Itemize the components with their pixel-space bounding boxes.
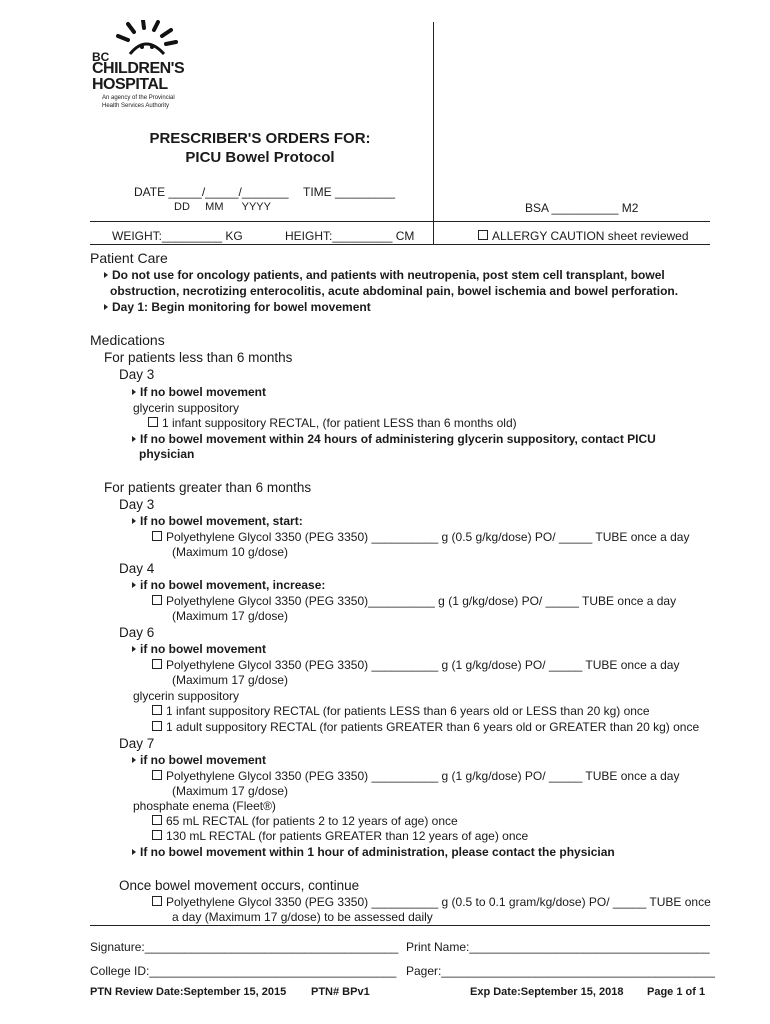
ptn-number: PTN# BPv1 xyxy=(311,986,370,998)
allergy-checkbox-row[interactable] xyxy=(478,229,689,243)
gt6-d7-opt2[interactable]: 130 mL RECTAL (for patients GREATER than 12 years of age) once xyxy=(152,829,528,843)
time-field[interactable]: TIME _________ xyxy=(303,185,396,199)
once-peg[interactable]: Polyethylene Glycol 3350 (PEG 3350) __________ g (0.5 to 0.1 gram/kg/dose) PO/ _____ TUBE once xyxy=(152,895,711,909)
gt6-d6-opt2[interactable]: 1 adult suppository RECTAL (for patients GREATER than 6 years old or GREATER than 20 kg) once xyxy=(152,720,699,734)
checkbox-icon[interactable] xyxy=(152,830,162,840)
gt6-d7-peg[interactable]: Polyethylene Glycol 3350 (PEG 3350) __________ g (1 g/kg/dose) PO/ _____ TUBE once a day xyxy=(152,769,679,783)
lt6-opt1[interactable]: 1 infant suppository RECTAL, (for patient LESS than 6 months old) xyxy=(148,416,517,430)
gt6-d7-enema: phosphate enema (Fleet®) xyxy=(133,799,276,813)
patient-care-bullet-1: Do not use for oncology patients, and patients with neutropenia, post stem cell transplant, bowel xyxy=(104,268,665,282)
lt6-if-no: If no bowel movement xyxy=(132,385,266,399)
checkbox-icon[interactable] xyxy=(152,531,162,541)
arrow-icon xyxy=(132,518,136,524)
logo-sub2: Health Services Authority xyxy=(102,103,170,109)
arrow-icon xyxy=(132,849,136,855)
checkbox-icon[interactable] xyxy=(148,417,158,427)
page-number: Page 1 of 1 xyxy=(647,986,706,998)
gt6-d3-if: If no bowel movement, start: xyxy=(132,514,303,528)
lt6-glycerin: glycerin suppository xyxy=(133,401,240,415)
checkbox-icon[interactable] xyxy=(478,230,488,240)
form-subtitle: PICU Bowel Protocol xyxy=(185,149,335,166)
lt6-day3: Day 3 xyxy=(119,367,155,382)
gt6-d7-max: (Maximum 17 g/dose) xyxy=(172,784,289,798)
header-rule xyxy=(90,221,710,222)
checkbox-icon[interactable] xyxy=(152,896,162,906)
arrow-icon xyxy=(132,436,136,442)
patient-care-bullet-1-cont: obstruction, necrotizing enterocolitis, acute abdominal pain, bowel ischemia and bowel perforation. xyxy=(110,284,679,298)
gt6-d6-glycerin: glycerin suppository xyxy=(133,689,240,703)
header-rule-bottom xyxy=(90,244,710,245)
weight-field[interactable]: WEIGHT:_________ KG xyxy=(112,229,243,243)
date-field[interactable]: DATE _____/_____/_______ xyxy=(134,185,289,199)
once-heading: Once bowel movement occurs, continue xyxy=(119,878,360,893)
gt6-d4-peg[interactable]: Polyethylene Glycol 3350 (PEG 3350)__________ g (1 g/kg/dose) PO/ _____ TUBE once a day xyxy=(152,594,676,608)
gt6-d6-peg[interactable]: Polyethylene Glycol 3350 (PEG 3350) __________ g (1 g/kg/dose) PO/ _____ TUBE once a day xyxy=(152,658,679,672)
gt6-d3-peg[interactable]: Polyethylene Glycol 3350 (PEG 3350) __________ g (0.5 g/kg/dose) PO/ _____ TUBE once a day xyxy=(152,530,689,544)
arrow-icon xyxy=(104,304,108,310)
checkbox-icon[interactable] xyxy=(152,770,162,780)
gt6-d4-max: (Maximum 17 g/dose) xyxy=(172,609,289,623)
pager-field[interactable]: Pager:_________________________________________ xyxy=(406,964,715,978)
gt6-d6-if: if no bowel movement xyxy=(132,642,266,656)
checkbox-icon[interactable] xyxy=(152,595,162,605)
arrow-icon xyxy=(132,757,136,763)
gt6-d4-if: if no bowel movement, increase: xyxy=(132,578,325,592)
height-field[interactable]: HEIGHT:_________ CM xyxy=(285,229,415,243)
gt6-d6-opt1[interactable]: 1 infant suppository RECTAL (for patients LESS than 6 years old or LESS than 20 kg) once xyxy=(152,704,650,718)
arrow-icon xyxy=(132,646,136,652)
print-name-field[interactable]: Print Name:____________________________________ xyxy=(406,940,710,954)
lt6-contact: If no bowel movement within 24 hours of administering glycerin suppository, contact PICU xyxy=(132,432,656,446)
lt6-contact-cont: physician xyxy=(139,447,195,461)
gt6-day4: Day 4 xyxy=(119,561,155,576)
medications-heading: Medications xyxy=(90,332,165,348)
logo-hospital: HOSPITAL xyxy=(92,76,168,93)
gt6-heading: For patients greater than 6 months xyxy=(104,480,312,495)
expiry-date: Exp Date:September 15, 2018 xyxy=(470,986,624,998)
gt6-day7: Day 7 xyxy=(119,736,155,751)
bsa-field[interactable]: BSA __________ M2 xyxy=(525,201,639,215)
hospital-logo xyxy=(90,18,210,118)
gt6-d3-max: (Maximum 10 g/dose) xyxy=(172,545,289,559)
arrow-icon xyxy=(104,272,108,278)
footer-rule xyxy=(90,925,710,926)
arrow-icon xyxy=(132,582,136,588)
gt6-day6: Day 6 xyxy=(119,625,155,640)
patient-care-heading: Patient Care xyxy=(90,250,168,266)
college-id-field[interactable]: College ID:_____________________________________ xyxy=(90,964,397,978)
header-divider xyxy=(433,22,434,244)
once-peg-cont: a day (Maximum 17 g/dose) to be assessed daily xyxy=(172,910,433,924)
lt6-heading: For patients less than 6 months xyxy=(104,350,293,365)
gt6-d7-contact: If no bowel movement within 1 hour of administration, please contact the physician xyxy=(132,845,615,859)
date-format-label: DD MM YYYY xyxy=(174,201,271,213)
checkbox-icon[interactable] xyxy=(152,659,162,669)
checkbox-icon[interactable] xyxy=(152,705,162,715)
form-title: PRESCRIBER'S ORDERS FOR: xyxy=(149,130,371,147)
gt6-d6-max: (Maximum 17 g/dose) xyxy=(172,673,289,687)
checkbox-icon[interactable] xyxy=(152,815,162,825)
checkbox-icon[interactable] xyxy=(152,721,162,731)
logo-bc: BC xyxy=(92,50,110,64)
logo-sub1: An agency of the Provincial xyxy=(102,95,175,101)
review-date: PTN Review Date:September 15, 2015 xyxy=(90,986,287,998)
signature-field[interactable]: Signature:______________________________________ xyxy=(90,940,399,954)
logo-childrens: CHILDREN'S xyxy=(92,60,185,77)
allergy-label: ALLERGY CAUTION sheet reviewed xyxy=(492,229,689,243)
sun-logo-icon xyxy=(108,20,188,56)
arrow-icon xyxy=(132,389,136,395)
gt6-d7-opt1[interactable]: 65 mL RECTAL (for patients 2 to 12 years of age) once xyxy=(152,814,458,828)
patient-care-bullet-2: Day 1: Begin monitoring for bowel movement xyxy=(104,300,371,314)
gt6-day3: Day 3 xyxy=(119,497,155,512)
gt6-d7-if: if no bowel movement xyxy=(132,753,266,767)
